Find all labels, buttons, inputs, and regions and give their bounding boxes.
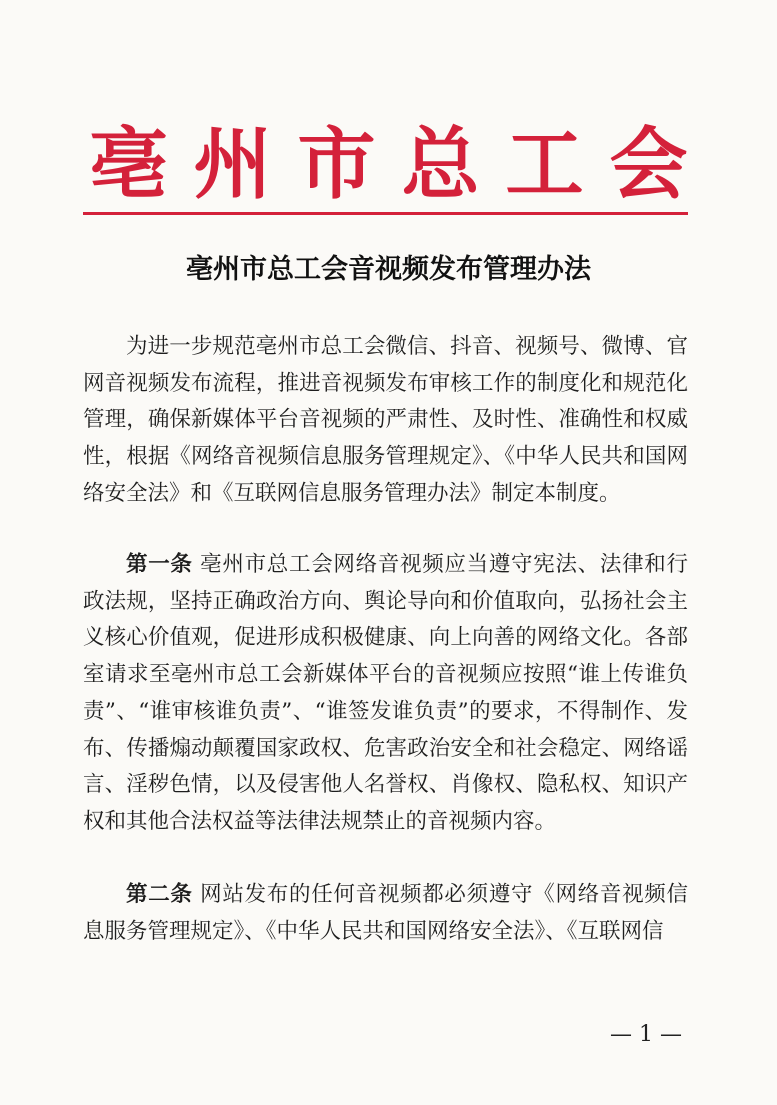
article-2 [83, 877, 688, 950]
article-2-heading: 第二条 [126, 882, 193, 907]
page-number: — 1 — [610, 1022, 682, 1047]
article-1-heading: 第一条 [126, 552, 193, 577]
document-title: 亳州市总工会音视频发布管理办法 [186, 254, 591, 285]
masthead-title: 亳州市总工会 [89, 119, 714, 210]
article-2-text: 网站发布的任何音视频都必须遵守《网络音视频信息服务管理规定》、《中华人民共和国网络安全法》、《互联网信 [83, 882, 688, 944]
article-1-text: 亳州市总工会网络音视频应当遵守宪法、法律和行政法规，坚持正确政治方向、舆论导向和价值取向，弘扬社会主义核心价值观，促进形成积极健康、向上向善的网络文化。各部室请求至亳州市总工会新媒体平台的音视频应按照“谁上传谁负责”、“谁审核谁负责”、“谁签发谁负责”的要求，不得制作、发布、传播煽动颠覆国家政权、危害政治安全和社会稳定、网络谣言、淫秽色情，以及侵害他人名誉权、肖像权、隐私权、知识产权和其他合法权益等法律法规禁止的音视频内容。 [83, 552, 688, 834]
intro-paragraph [83, 329, 688, 513]
article-1 [83, 547, 688, 841]
red-divider-rule [83, 212, 688, 215]
intro-text: 为进一步规范亳州市总工会微信、抖音、视频号、微博、官网音视频发布流程，推进音视频发布审核工作的制度化和规范化管理，确保新媒体平台音视频的严肃性、及时性、准确性和权威性，根据《网络音视频信息服务管理规定》、《中华人民共和国网络安全法》和《互联网信息服务管理办法》制定本制度。 [83, 334, 688, 506]
